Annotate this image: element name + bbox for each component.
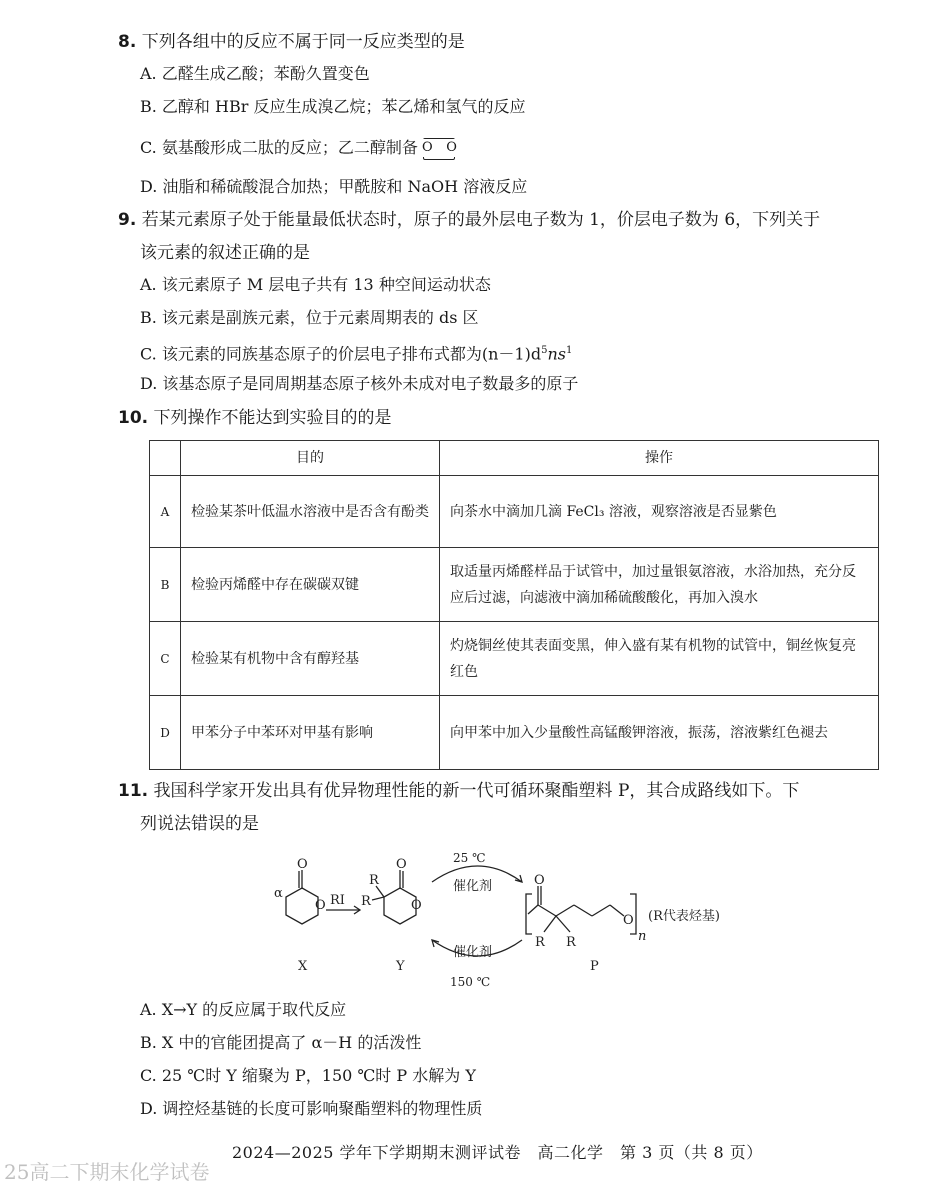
question-number: 9 (118, 210, 130, 230)
row-label: D (150, 696, 181, 770)
condition-temp-bottom: 150 ℃ (450, 975, 491, 989)
q8-option-d: D. 油脂和稀硫酸混合加热；甲酰胺和 NaOH 溶液反应 (140, 177, 528, 196)
row-purpose: 检验丙烯醛中存在碳碳双键 (181, 548, 440, 622)
row-purpose: 甲苯分子中苯环对甲基有影响 (181, 696, 440, 770)
compound-y-structure (361, 857, 422, 924)
reagent-label: RI (330, 893, 345, 908)
question-text: 下列各组中的反应不属于同一反应类型的是 (141, 32, 465, 52)
question-9-stem-cont: 该元素的叙述正确的是 (140, 243, 310, 263)
polymer-p-structure (526, 873, 720, 950)
q8-option-c (140, 136, 455, 160)
row-operation: 向茶水中滴加几滴 FeCl₃ 溶液，观察溶液是否显紫色 (440, 476, 879, 548)
ring-atom-o: O (421, 139, 433, 155)
atom-label: R (361, 894, 371, 909)
q9-option-d: D. 该基态原子是同周期基态原子核外未成对电子数最多的原子 (140, 374, 579, 393)
question-10-stem: 10. 下列操作不能达到实验目的的是 (118, 408, 392, 428)
condition-temp-top: 25 ℃ (453, 851, 486, 865)
row-label: B (150, 548, 181, 622)
table-header-purpose: 目的 (181, 441, 440, 476)
question-9-stem: 9. 若某元素原子处于能量最低状态时，原子的最外层电子数为 1，价层电子数为 6，下列关于 (118, 210, 821, 230)
row-label: A (150, 476, 181, 548)
table-header-label (150, 441, 181, 476)
q9-option-b: B. 该元素是副族元素，位于元素周期表的 ds 区 (140, 308, 479, 327)
table-row (150, 548, 879, 622)
atom-label: O (297, 857, 308, 872)
q11-option-d: D. 调控烃基链的长度可影响聚酯塑料的物理性质 (140, 1099, 483, 1118)
atom-label: O (411, 898, 422, 913)
q9-option-a: A. 该元素原子 M 层电子共有 13 种空间运动状态 (140, 275, 491, 294)
question-11-stem: 11. 我国科学家开发出具有优异物理性能的新一代可循环聚酯塑料 P，其合成路线如下。下 (118, 781, 800, 801)
question-text: 我国科学家开发出具有优异物理性能的新一代可循环聚酯塑料 P，其合成路线如下。下 (153, 781, 800, 801)
question-text: 若某元素原子处于能量最低状态时，原子的最外层电子数为 1，价层电子数为 6，下列关于 (141, 210, 821, 230)
atom-label: R (369, 873, 379, 888)
reaction-arrow-ri (326, 893, 360, 914)
synthesis-scheme (260, 842, 770, 990)
superscript: 1 (565, 345, 573, 356)
q9-option-c-text: C. 该元素的同族基态原子的价层电子排布式都为(n－1)d (140, 344, 542, 364)
atom-label: R (566, 935, 576, 950)
q11-option-b: B. X 中的官能团提高了 α－H 的活泼性 (140, 1033, 422, 1052)
alpha-label: α (274, 886, 283, 901)
watermark-text: 25高二下期末化学试卷 (4, 1160, 210, 1184)
ring-atom-o: O (446, 139, 457, 155)
compound-x-structure (274, 857, 326, 924)
compound-label-y: Y (396, 959, 405, 974)
atom-label: O (534, 873, 545, 888)
question-8-stem: 8. 下列各组中的反应不属于同一反应类型的是 (118, 32, 465, 52)
r-note: (R代表烃基) (648, 909, 720, 924)
compound-label-x: X (298, 959, 308, 974)
q11-option-a: A. X→Y 的反应属于取代反应 (140, 1000, 347, 1019)
table-header-operation: 操作 (440, 441, 879, 476)
atom-label: O (623, 913, 634, 928)
superscript: 5 (541, 345, 548, 356)
atom-label: R (535, 935, 545, 950)
q9-option-c (140, 339, 572, 366)
ring-structure-icon (423, 138, 455, 160)
atom-label: O (315, 898, 326, 913)
question-number: 8 (118, 32, 130, 52)
row-label: C (150, 622, 181, 696)
atom-label: O (396, 857, 407, 872)
condition-catalyst-bottom: 催化剂 (453, 945, 493, 960)
table-header-row (150, 441, 879, 476)
reaction-arrow-forward (432, 851, 522, 894)
row-purpose: 检验某有机物中含有醇羟基 (181, 622, 440, 696)
reaction-arrow-reverse (432, 940, 522, 989)
subscript-n: n (638, 929, 647, 944)
row-operation: 向甲苯中加入少量酸性高锰酸钾溶液，振荡，溶液紫红色褪去 (440, 696, 879, 770)
page-footer: 2024—2025 学年下学期期末测评试卷 高二化学 第 3 页（共 8 页） (232, 1143, 763, 1162)
question-number: 10 (118, 408, 142, 428)
experiment-table (149, 440, 879, 770)
q11-option-c: C. 25 ℃时 Y 缩聚为 P，150 ℃时 P 水解为 Y (140, 1066, 476, 1085)
question-text: 下列操作不能达到实验目的的是 (153, 408, 392, 428)
question-11-stem-cont: 列说法错误的是 (140, 814, 259, 834)
row-operation: 灼烧铜丝使其表面变黑，伸入盛有某有机物的试管中，铜丝恢复亮红色 (440, 622, 879, 696)
condition-catalyst-top: 催化剂 (453, 879, 493, 894)
q8-option-a: A. 乙醛生成乙酸；苯酚久置变色 (140, 64, 370, 83)
question-number: 11 (118, 781, 142, 801)
table-row (150, 696, 879, 770)
row-operation: 取适量丙烯醛样品于试管中，加过量银氨溶液，水浴加热，充分反应后过滤，向滤液中滴加稀硫酸酸化，再加入溴水 (440, 548, 879, 622)
table-row (150, 622, 879, 696)
q8-option-b: B. 乙醇和 HBr 反应生成溴乙烷；苯乙烯和氢气的反应 (140, 97, 526, 116)
q8-option-c-text: C. 氨基酸形成二肽的反应；乙二醇制备 (140, 138, 418, 157)
table-row (150, 476, 879, 548)
q9-option-c-orbital: ns (547, 344, 566, 364)
compound-label-p: P (590, 959, 599, 974)
row-purpose: 检验某茶叶低温水溶液中是否含有酚类 (181, 476, 440, 548)
